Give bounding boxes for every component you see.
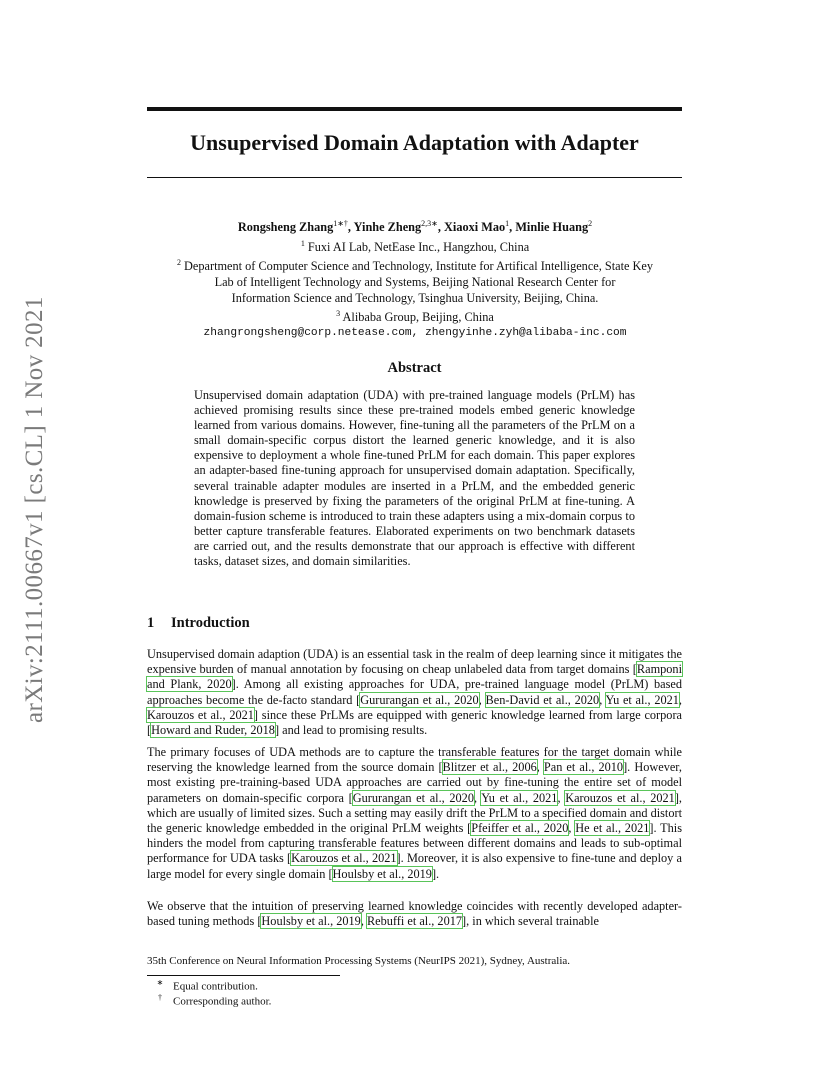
citation-link[interactable]: Pfeiffer et al., 2020 xyxy=(471,821,569,836)
citation-link[interactable]: Houlsby et al., 2019 xyxy=(332,866,432,881)
affiliation-text: Fuxi AI Lab, NetEase Inc., Hangzhou, China xyxy=(307,239,530,254)
author-block xyxy=(130,216,700,342)
author-name: Minlie Huang xyxy=(515,220,589,235)
section-number: 1 xyxy=(147,615,155,631)
citation-link[interactable]: Ramponi and Plank, 2020 xyxy=(147,662,682,692)
affiliation-mark: 2 xyxy=(176,258,181,268)
citation-link[interactable]: Pan et al., 2010 xyxy=(543,760,624,775)
affiliation-3 xyxy=(130,306,700,326)
affiliation-text: Alibaba Group, Beijing, China xyxy=(342,310,494,325)
intro-paragraph-1: Unsupervised domain adaption (UDA) is an essential task in the realm of deep learning since it mitigates the expensive burden of manual annotation by focusing on cheap unlabeled data from target domains [Ramponi and Plank, 2020]. Among all existing approaches for UDA, pre-trained language model (PrLM) based approaches become the de-facto standard [Gururangan et al., 2020, Ben-David et al., 2020, Yu et al., 2021, Karouzos et al., 2021] since these PrLMs are equipped with generic knowledge learned from large corpora [Howard and Ruder, 2018] and lead to promising results. xyxy=(147,647,682,738)
footnote-text: Corresponding author. xyxy=(173,995,272,1008)
author-name: Rongsheng Zhang xyxy=(237,220,334,235)
footnote-mark: † xyxy=(158,993,162,1002)
intro-paragraph-3: We observe that the intuition of preserving learned knowledge coincides with recently developed adapter-based tuning methods [Houlsby et al., 2019, Rebuffi et al., 2017], in which several trainable xyxy=(147,899,682,929)
title-rule-top xyxy=(147,107,682,111)
abstract-heading: Abstract xyxy=(387,360,442,376)
citation-link[interactable]: Karouzos et al., 2021 xyxy=(147,707,254,722)
footnote xyxy=(147,993,271,1008)
citation-link[interactable]: Karouzos et al., 2021 xyxy=(565,790,675,805)
citation-link[interactable]: Houlsby et al., 2019 xyxy=(261,914,361,929)
citation-link[interactable]: Yu et al., 2021 xyxy=(605,692,679,707)
citation-link[interactable]: Yu et al., 2021 xyxy=(481,790,558,805)
footnote-text: Equal contribution. xyxy=(173,980,258,993)
footnote-rule xyxy=(147,975,340,976)
affiliation-mark: 1 xyxy=(300,238,305,248)
author-emails: zhangrongsheng@corp.netease.com, zhengyinhe.zyh@alibaba-inc.com xyxy=(203,326,627,339)
citation-link[interactable]: Gururangan et al., 2020 xyxy=(360,692,479,707)
affiliation-text: Department of Computer Science and Technology, Institute for Artifical Intelligence, State Key xyxy=(184,259,654,274)
author-name: Xiaoxi Mao xyxy=(444,220,506,235)
author-marks: 2,3∗ xyxy=(421,219,438,228)
citation-link[interactable]: He et al., 2021 xyxy=(575,821,650,836)
affiliation-2 xyxy=(130,255,700,275)
author-name: Yinhe Zheng xyxy=(353,220,422,235)
conference-note: 35th Conference on Neural Information Processing Systems (NeurIPS 2021), Sydney, Australia. xyxy=(147,955,571,967)
affiliation-2-line-3: Information Science and Technology, Tsinghua University, Beijing, China. xyxy=(231,290,599,305)
affiliation-mark: 3 xyxy=(336,309,341,319)
title-rule-bottom xyxy=(147,177,682,178)
citation-link[interactable]: Howard and Ruder, 2018 xyxy=(151,723,275,738)
abstract-body: Unsupervised domain adaptation (UDA) with pre-trained language models (PrLM) has achieved promising results since these pre-trained models embed generic knowledge learned from various domains. However, fine-tuning all the parameters of the PrLM on a small domain-specific corpus distort the learned generic knowledge, and it is also expensive to deployment a whole fine-tuned PrLM for each domain. This paper explores an adapter-based fine-tuning approach for unsupervised domain adaptation. Specifically, several trainable adapter modules are inserted in a PrLM, and the embedded generic knowledge is preserved by fixing the parameters of the original PrLM at fine-tuning. A domain-fusion scheme is introduced to train these adapters using a mix-domain corpus to better capture transferable features. Elaborated experiments on two benchmark datasets are carried out, and the results demonstrate that our approach is effective with different tasks, dataset sizes, and domain similarities. xyxy=(194,388,635,569)
affiliation-1 xyxy=(130,236,700,256)
paper-title: Unsupervised Domain Adaptation with Adapter xyxy=(190,130,639,155)
citation-link[interactable]: Karouzos et al., 2021 xyxy=(291,851,397,866)
affiliation-2-line-2: Lab of Intelligent Technology and Systems, Beijing National Research Center for xyxy=(214,275,616,290)
author-marks: 2 xyxy=(588,219,593,228)
author-marks: 1 xyxy=(505,219,510,228)
section-heading xyxy=(147,615,250,632)
author-marks: 1∗† xyxy=(333,219,348,228)
footnote-mark: ∗ xyxy=(156,978,164,987)
intro-paragraph-2: The primary focuses of UDA methods are to capture the transferable features for the target domain while reserving the knowledge learned from the source domain [Blitzer et al., 2006, Pan et al., 2010]. However, most existing pre-training-based UDA approaches are carried out by fine-tuning the entire set of model parameters on domain-specific corpora [Gururangan et al., 2020, Yu et al., 2021, Karouzos et al., 2021], which are usually of limited sizes. Such a setting may easily drift the PrLM to a specified domain and distort the generic knowledge embedded in the original PrLM weights [Pfeiffer et al., 2020, He et al., 2021]. This hinders the model from capturing transferable features between different domains and leads to sub-optimal performance for UDA tasks [Karouzos et al., 2021]. Moreover, it is also expensive to fine-tune and deploy a large model for every single domain [Houlsby et al., 2019]. xyxy=(147,745,682,881)
footnote xyxy=(147,978,258,993)
citation-link[interactable]: Ben-David et al., 2020 xyxy=(485,692,600,707)
citation-link[interactable]: Gururangan et al., 2020 xyxy=(352,790,474,805)
citation-link[interactable]: Rebuffi et al., 2017 xyxy=(366,914,463,929)
citation-link[interactable]: Blitzer et al., 2006 xyxy=(442,760,537,775)
author-names: Rongsheng Zhang$^{1∗\dagger}$, Yinhe Zheng$^{2,3∗}$, Xiaoxi Mao$^1$, Minlie Huang$^2$ xyxy=(237,219,593,235)
section-title: Introduction xyxy=(171,615,250,631)
